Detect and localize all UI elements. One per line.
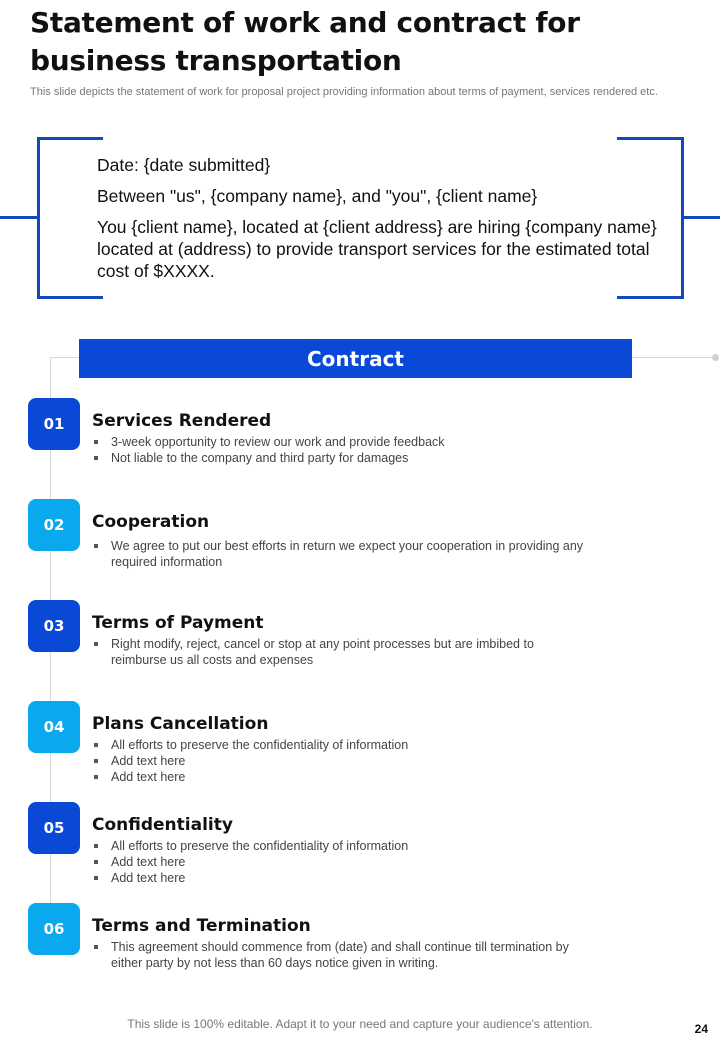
- bullet-item: We agree to put our best efforts in return we expect your cooperation in providing any required information: [94, 538, 594, 570]
- bullet-item: Add text here: [94, 753, 594, 769]
- bullet-item: All efforts to preserve the confidentiality of information: [94, 838, 594, 854]
- page-number: 24: [694, 1022, 708, 1036]
- bullet-item: Add text here: [94, 769, 594, 785]
- item-title: Plans Cancellation: [92, 714, 269, 734]
- item-number-badge: 01: [28, 398, 80, 450]
- bullet-item: 3-week opportunity to review our work and provide feedback: [94, 434, 594, 450]
- timeline-connector: [50, 357, 79, 358]
- item-bullets: [94, 538, 594, 570]
- intro-description: You {client name}, located at {client address} are hiring {company name} located at (address) to provide transport services for the estimated total cost of $XXXX.: [97, 217, 657, 281]
- item-title: Services Rendered: [92, 411, 272, 431]
- item-number-badge: 05: [28, 802, 80, 854]
- item-bullets: [94, 434, 594, 466]
- footer-note: This slide is 100% editable. Adapt it to your need and capture your audience's attention.: [127, 1017, 593, 1031]
- item-number-badge: 02: [28, 499, 80, 551]
- bullet-item: Not liable to the company and third party for damages: [94, 450, 594, 466]
- contract-heading: Contract: [79, 339, 632, 378]
- bullet-item: Right modify, reject, cancel or stop at any point processes but are imbibed to reimburse us all costs and expenses: [94, 636, 564, 668]
- item-bullets: [94, 636, 564, 668]
- item-bullets: [94, 939, 584, 971]
- item-number-badge: 04: [28, 701, 80, 753]
- item-title: Terms of Payment: [92, 613, 264, 633]
- bullet-item: All efforts to preserve the confidentiality of information: [94, 737, 594, 753]
- intro-parties: Between "us", {company name}, and "you", {client name}: [97, 186, 538, 206]
- page-subtitle: This slide depicts the statement of work for proposal project providing information about terms of payment, services rendered etc.: [30, 86, 658, 98]
- item-title: Cooperation: [92, 512, 210, 532]
- page-title: Statement of work and contract for business transportation: [30, 6, 580, 77]
- item-bullets: [94, 838, 594, 886]
- timeline-connector-right: [632, 357, 714, 358]
- timeline-dot: [712, 354, 719, 361]
- item-title: Terms and Termination: [92, 916, 311, 936]
- bullet-item: This agreement should commence from (date) and shall continue till termination by either party by not less than 60 days notice given in writing.: [94, 939, 584, 971]
- bullet-item: Add text here: [94, 870, 594, 886]
- item-title: Confidentiality: [92, 815, 233, 835]
- intro-date: Date: {date submitted}: [97, 155, 271, 175]
- item-number-badge: 06: [28, 903, 80, 955]
- bullet-item: Add text here: [94, 854, 594, 870]
- item-number-badge: 03: [28, 600, 80, 652]
- intro-text: [97, 154, 657, 291]
- item-bullets: [94, 737, 594, 785]
